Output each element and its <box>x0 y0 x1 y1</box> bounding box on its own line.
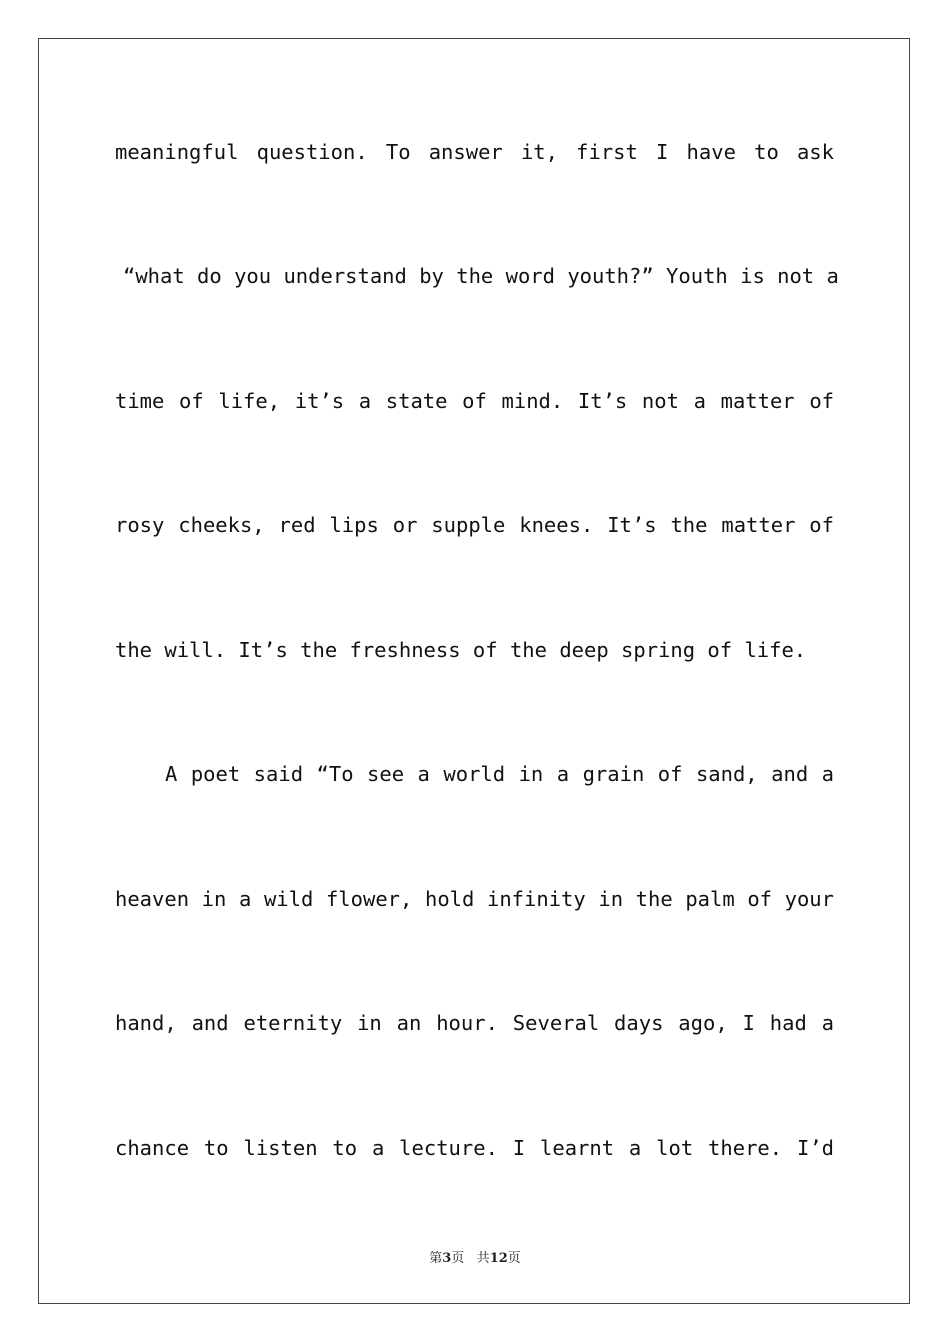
page-border <box>38 38 910 1304</box>
text-line-7: heaven in a wild flower, hold infinity in the palm of your <box>115 887 834 911</box>
text-line-2: “what do you understand by the word youth?” Youth is not a <box>123 264 839 288</box>
text-line-1: meaningful question. To answer it, first I have to ask <box>115 140 834 164</box>
paragraph-start-line: A poet said “To see a world in a grain of sand, and a <box>165 762 834 786</box>
page-footer <box>0 1247 950 1266</box>
text-line-5: the will. It’s the freshness of the deep spring of life. <box>115 638 807 662</box>
text-line-8: hand, and eternity in an hour. Several days ago, I had a <box>115 1011 834 1035</box>
text-line-9: chance to listen to a lecture. I learnt a lot there. I’d <box>115 1136 834 1160</box>
total-pages: 12 <box>489 1251 508 1266</box>
text-line-4: rosy cheeks, red lips or supple knees. It’s the matter of <box>115 513 834 537</box>
text-line-3: time of life, it’s a state of mind. It’s not a matter of <box>115 389 834 413</box>
total-prefix: 共 <box>476 1251 490 1266</box>
total-suffix: 页 <box>507 1251 521 1266</box>
page-suffix: 页 <box>451 1251 465 1266</box>
page-number: 3 <box>442 1251 452 1266</box>
page-prefix: 第 <box>429 1251 443 1266</box>
